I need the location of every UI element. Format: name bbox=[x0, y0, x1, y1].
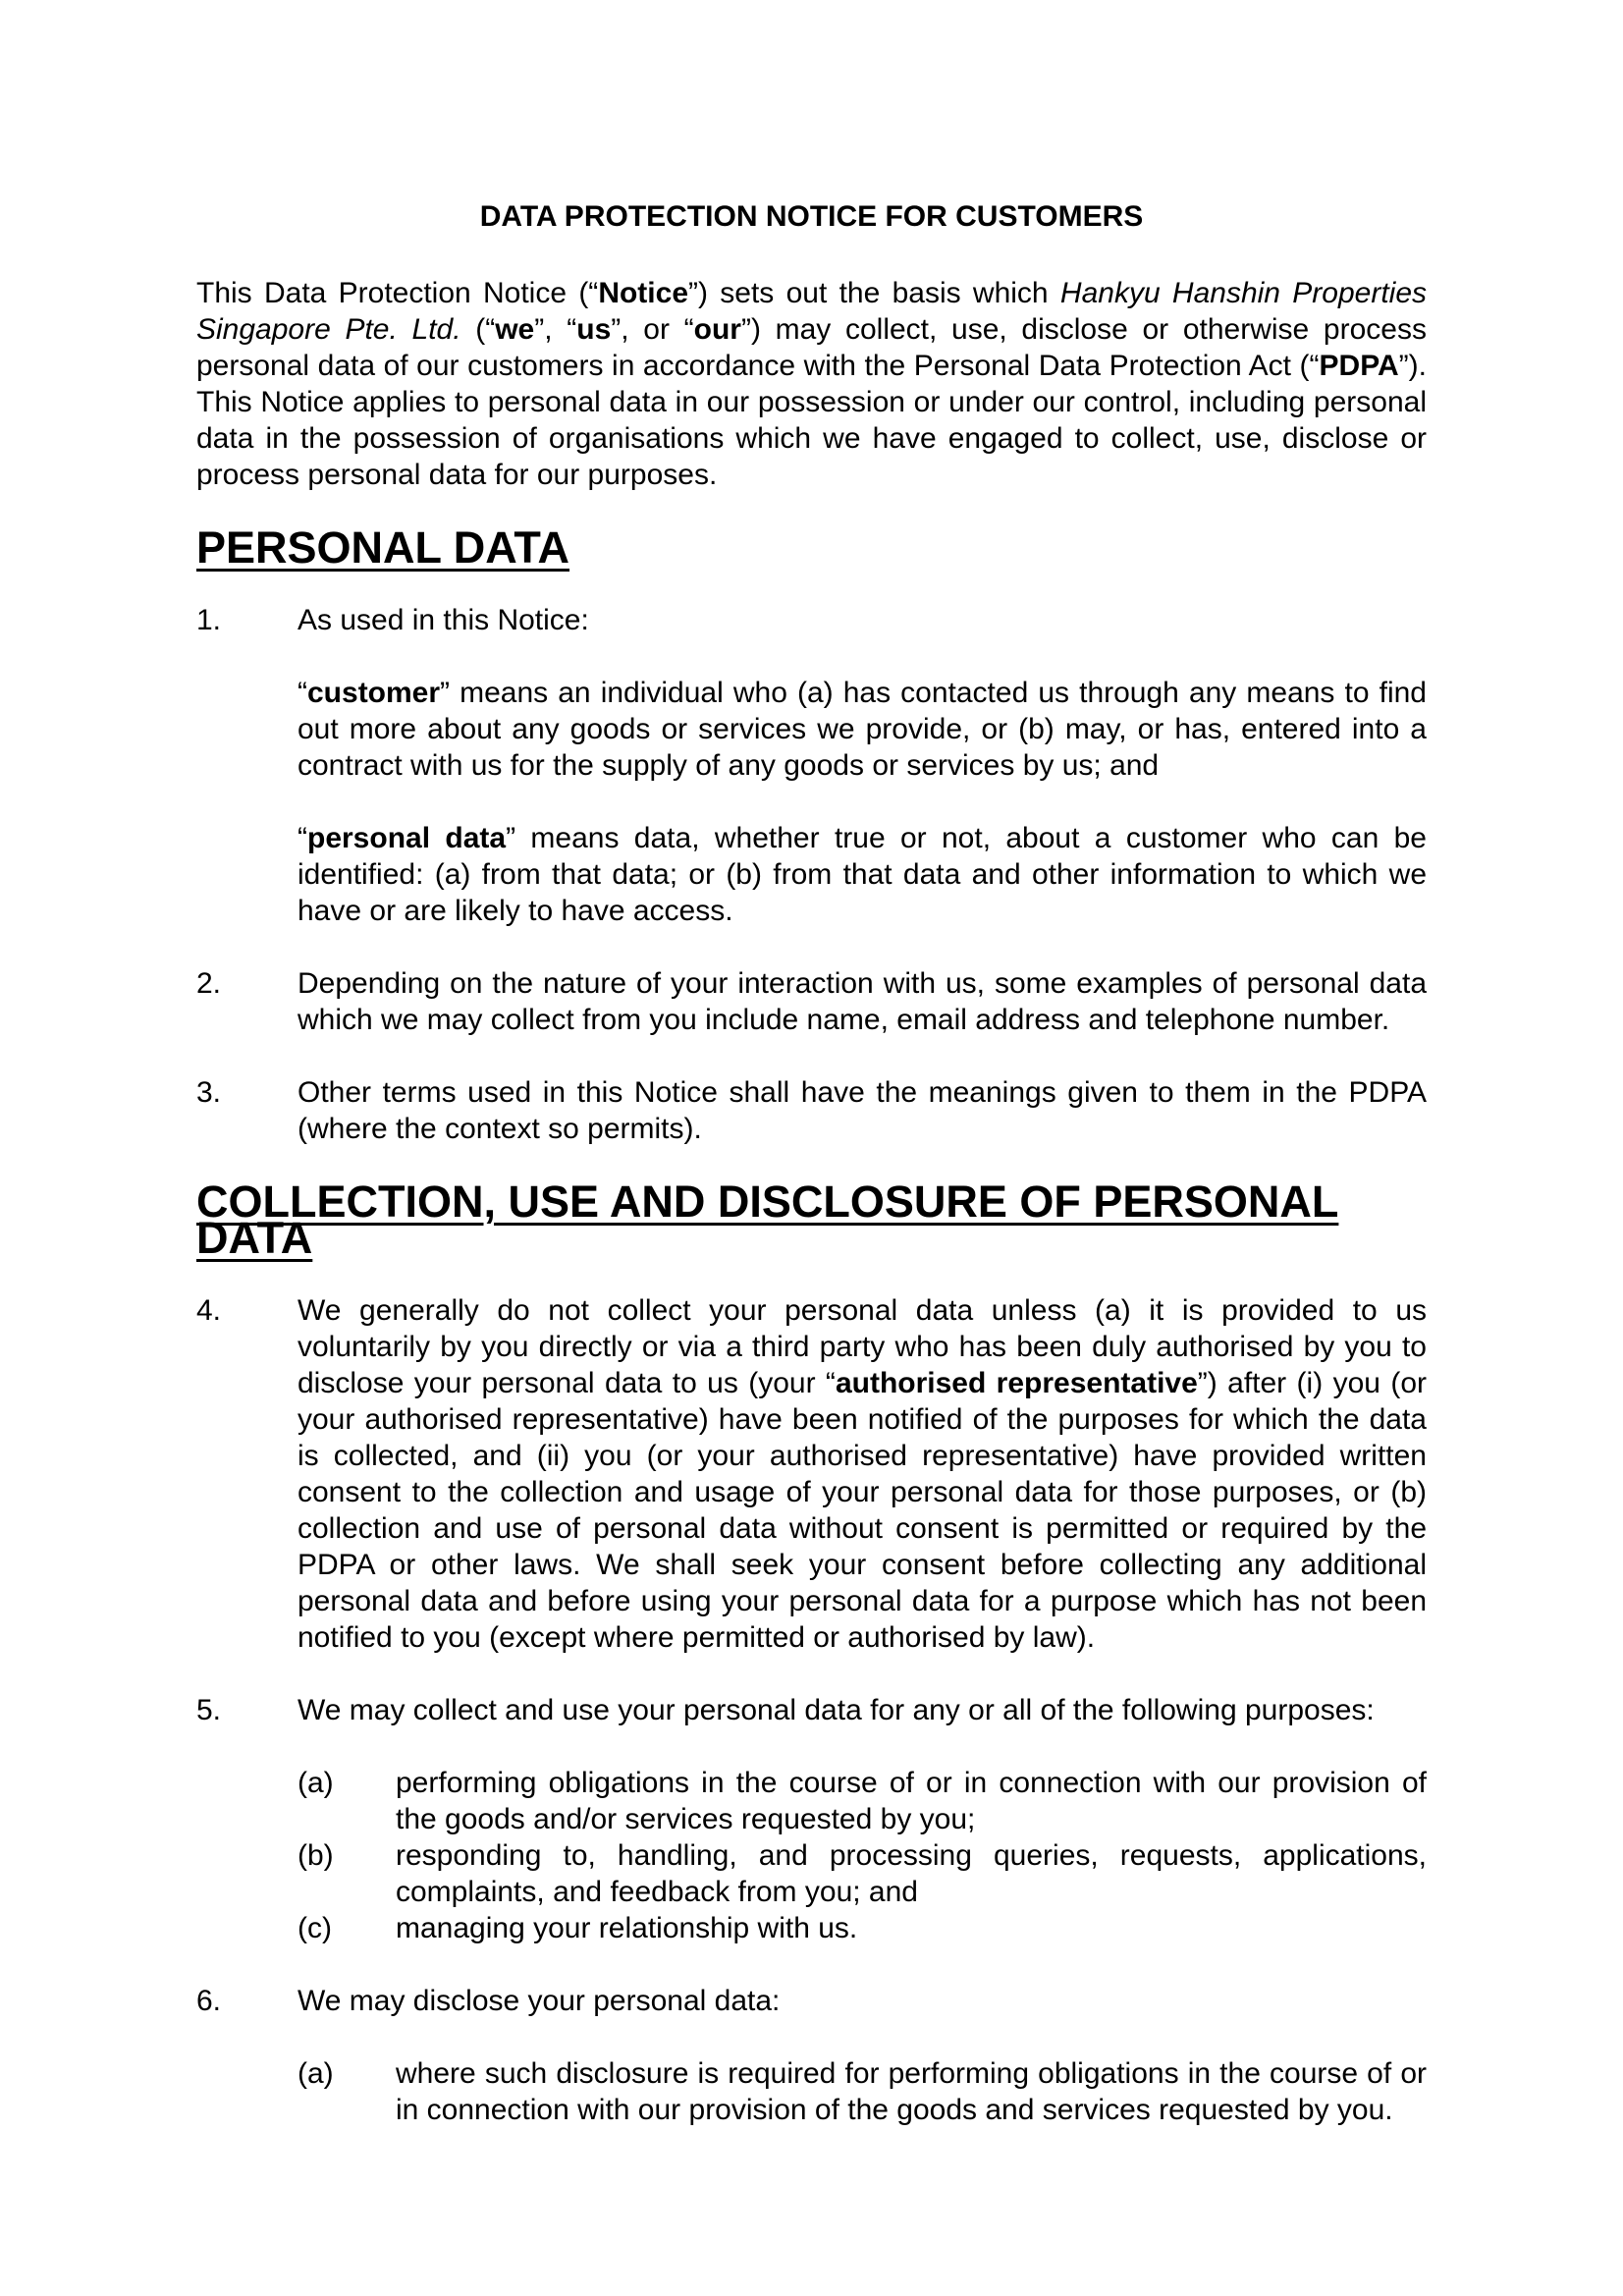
document-title: DATA PROTECTION NOTICE FOR CUSTOMERS bbox=[479, 200, 1144, 233]
section-heading-personal-data bbox=[196, 522, 1427, 573]
item-number: 3. bbox=[196, 1076, 222, 1109]
intro-paragraph: This Data Protection Notice (“Notice”) sets out the basis which Hankyu Hanshin Properties Singapore Pte. Ltd. (“we”, “us”, or “our”) may collect, use, disclose or otherwise process personal data of our customers in accordance with the Personal Data Protection Act (“PDPA”). This Notice applies to personal data in our possession or under our control, including personal data in the possession of organisations which we have engaged to collect, use, disclose or process personal data for our purposes. bbox=[196, 277, 1428, 491]
item-number: 5. bbox=[196, 1694, 222, 1726]
sub-item-marker: (a) bbox=[298, 1767, 334, 1799]
item-text bbox=[298, 1983, 1427, 2128]
sub-item-marker: (b) bbox=[298, 1839, 334, 1872]
item-number: 6. bbox=[196, 1985, 222, 2017]
list-item bbox=[196, 602, 1427, 929]
sub-item bbox=[298, 1765, 1427, 1837]
item-text: We generally do not collect your personal data unless (a) it is provided to us voluntarily by you directly or via a third party who has been duly authorised by you to disclose your personal data to us (your “authorised representative”) after (i) you (or your authorised representative) have been notified of the purposes for which the data is collected, and (ii) you (or your authorised representative) have provided written consent to the collection and usage of your personal data for those purposes, or (b) collection and use of personal data without consent is permitted or required by the PDPA or other laws. We shall seek your consent before collecting any additional personal data and before using your personal data for a purpose which has not been notified to you (except where permitted or authorised by law). bbox=[298, 1294, 1427, 1654]
item-lead-text: We may collect and use your personal data for any or all of the following purposes: bbox=[298, 1694, 1375, 1726]
list-item bbox=[196, 1292, 1427, 1656]
sub-list bbox=[298, 2055, 1427, 2128]
sub-item bbox=[298, 1910, 1427, 1946]
sub-item-marker: (a) bbox=[298, 2057, 334, 2090]
sub-item-text: performing obligations in the course of or in connection with our provision of the goods and/or services requested by you; bbox=[396, 1767, 1427, 1835]
sub-item-text: managing your relationship with us. bbox=[396, 1912, 858, 1944]
item-number: 4. bbox=[196, 1294, 222, 1327]
item-lead-text: As used in this Notice: bbox=[298, 604, 589, 636]
item-number: 1. bbox=[196, 604, 222, 636]
sub-item-text: where such disclosure is required for performing obligations in the course of or in connection with our provision of the goods and services requested by you. bbox=[396, 2057, 1427, 2126]
sub-list bbox=[298, 1765, 1427, 1946]
definition-personal-data: “personal data” means data, whether true or not, about a customer who can be identified: (a) from that data; or (b) from that data and other information to which we have or are likely to have access. bbox=[298, 822, 1427, 927]
section-heading-text: COLLECTION, USE AND DISCLOSURE OF PERSONAL DATA bbox=[196, 1176, 1339, 1263]
section-heading-text: PERSONAL DATA bbox=[196, 522, 570, 573]
item-text bbox=[298, 1692, 1427, 1946]
sub-item-marker: (c) bbox=[298, 1912, 332, 1944]
item-text bbox=[298, 602, 1427, 929]
item-lead-text: We may disclose your personal data: bbox=[298, 1985, 781, 2017]
list-item bbox=[196, 1692, 1427, 1946]
sub-item bbox=[298, 2055, 1427, 2128]
sub-item-text: responding to, handling, and processing queries, requests, applications, complaints, and feedback from you; and bbox=[396, 1839, 1427, 1908]
item-text: Depending on the nature of your interaction with us, some examples of personal data which we may collect from you include name, email address and telephone number. bbox=[298, 967, 1427, 1036]
section-heading-collection-use-disclosure bbox=[196, 1176, 1427, 1263]
sub-item bbox=[298, 1837, 1427, 1910]
item-number: 2. bbox=[196, 967, 222, 1000]
list-item bbox=[196, 965, 1427, 1038]
item-text: Other terms used in this Notice shall have the meanings given to them in the PDPA (where the context so permits). bbox=[298, 1076, 1427, 1145]
list-item bbox=[196, 1074, 1427, 1147]
list-item bbox=[196, 1983, 1427, 2128]
definition-customer: “customer” means an individual who (a) has contacted us through any means to find out more about any goods or services we provide, or (b) may, or has, entered into a contract with us for the supply of any goods or services by us; and bbox=[298, 677, 1427, 782]
